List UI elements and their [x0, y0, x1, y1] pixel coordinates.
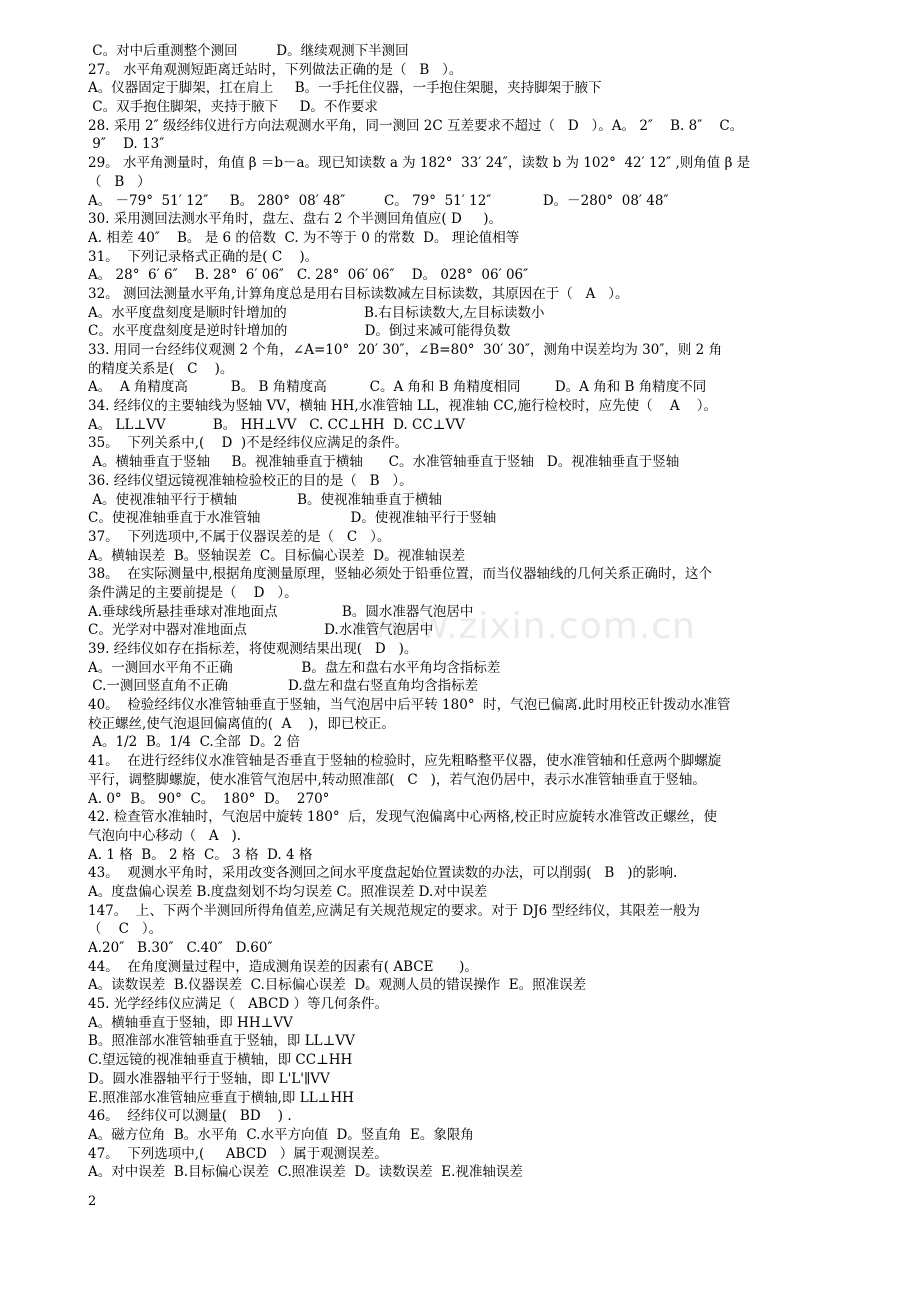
text-line: 29。 水平角测量时，角值 β ＝b－a。现已知读数 a 为 182° 33′ 24″，读数 b 为 102° 42′ 12″ ,则角值 β 是: [88, 155, 751, 172]
text-line: A。1/2 B。1/4 C.全部 D。2 倍: [88, 734, 301, 751]
text-line: 28. 采用 2″ 级经纬仪进行方向法观测水平角，同一测回 2C 互差要求不超过（ D ）。A。 2″ B. 8″ C。: [88, 117, 744, 134]
text-line: A。 28° 6′ 6″ B. 28° 6′ 06″ C. 28° 06′ 06″ D。 028° 06′ 06″: [88, 267, 529, 284]
watermark: www.zixin.com.cn: [358, 606, 696, 647]
text-line: C。双手抱住脚架，夹持于腋下 D。不作要求: [88, 99, 378, 116]
text-line: A。一测回水平角不正确 B。盘左和盘右水平角均含指标差: [88, 659, 501, 676]
question-list: [88, 42, 838, 1182]
text-line: A. 0° B。 90° C。 180° D。 270°: [88, 790, 330, 807]
text-line: C。水平度盘刻度是逆时针增加的 D。倒过来减可能得负数: [88, 323, 511, 340]
text-line: B。照准部水准管轴垂直于竖轴，即 LL⊥VV: [88, 1033, 355, 1050]
text-line: A。 LL⊥VV B。 HH⊥VV C. CC⊥HH D. CC⊥VV: [88, 416, 465, 433]
text-line: 42. 检查管水准轴时，气泡居中旋转 180° 后，发现气泡偏离中心两格,校正时应旋转水准管改正螺丝，使: [88, 809, 717, 826]
text-line: A。横轴误差 B。竖轴误差 C。目标偏心误差 D。视准轴误差: [88, 547, 466, 564]
text-line: 30. 采用测回法测水平角时，盘左、盘右 2 个半测回角值应( D )。: [88, 211, 503, 228]
text-line: A。度盘偏心误差 B.度盘刻划不均匀误差 C。照准误差 D.对中误差: [88, 883, 488, 900]
text-line: （ C ）。: [88, 921, 163, 938]
text-line: 39. 经纬仪如存在指标差，将使观测结果出现( D )。: [88, 641, 418, 657]
text-line: 33. 用同一台经纬仪观测 2 个角，∠A=10° 20′ 30″，∠B=80° 30′ 30″，测角中误差均为 30″，则 2 角: [88, 342, 723, 358]
text-line: A。对中误差 B.目标偏心误差 C.照准误差 D。读数误差 E.视准轴误差: [88, 1164, 523, 1181]
page-number: 2: [88, 1194, 97, 1209]
text-line: 气泡向中心移动（ A ).: [88, 827, 242, 844]
text-line: A。仪器固定于脚架，扛在肩上 B。一手托住仪器，一手抱住架腿，夹持脚架于腋下: [88, 80, 602, 97]
text-line: 46。 经纬仪可以测量( BD ) .: [88, 1108, 292, 1125]
text-line: A. 相差 40″ B。 是 6 的倍数 C. 为不等于 0 的常数 D。 理论值相等: [88, 229, 520, 246]
text-line: （ B ）: [88, 173, 151, 190]
text-line: 的精度关系是( C )。: [88, 360, 234, 377]
text-line: A. 1 格 B。 2 格 C。 3 格 D. 4 格: [88, 846, 313, 863]
text-line: C。对中后重测整个测回 D。继续观测下半测回: [88, 43, 409, 59]
text-line: 43。 观测水平角时，采用改变各测回之间水平度盘起始位置读数的办法，可以削弱( B )的影响.: [88, 865, 678, 882]
text-line: A.垂球线所悬挂垂球对准地面点 B。圆水准器气泡居中: [88, 603, 474, 620]
text-line: 34. 经纬仪的主要轴线为竖轴 VV，横轴 HH,水准管轴 LL，视准轴 CC,施行检校时，应先使（ A ）。: [88, 398, 717, 415]
text-line: A。横轴垂直于竖轴 B。视准轴垂直于横轴 C。水准管轴垂直于竖轴 D。视准轴垂直于竖轴: [88, 454, 680, 471]
text-line: A.20″ B.30″ C.40″ D.60″: [88, 940, 273, 956]
text-line: 校正螺丝,使气泡退回偏离值的( A )，即已校正。: [88, 715, 395, 732]
text-line: 37。 下列选项中,不属于仪器误差的是（ C ）。: [88, 528, 391, 545]
text-line: 38。 在实际测量中,根据角度测量原理，竖轴必须处于铅垂位置，而当仪器轴线的几何关系正确时，这个: [88, 566, 713, 583]
text-line: A。磁方位角 B。水平角 C.水平方向值 D。竖直角 E。象限角: [88, 1126, 474, 1143]
text-line: 147。 上、下两个半测回所得角值差,应满足有关规范规定的要求。对于 DJ6 型经纬仪，其限差一般为: [88, 902, 701, 919]
text-line: 平行，调整脚螺旋，使水准管气泡居中,转动照准部( C )，若气泡仍居中，表示水准管轴垂直于竖轴。: [88, 771, 706, 788]
text-line: 9″ D. 13″: [88, 136, 165, 153]
text-line: 41。 在进行经纬仪水准管轴是否垂直于竖轴的检验时，应先粗略整平仪器，使水准管轴和任意两个脚螺旋: [88, 753, 722, 770]
text-line: 40。 检验经纬仪水准管轴垂直于竖轴，当气泡居中后平转 180° 时，气泡已偏离.此时用校正针拨动水准管: [88, 697, 731, 714]
text-line: A。读数误差 B.仪器误差 C.目标偏心误差 D。观测人员的错误操作 E。照准误差: [88, 977, 587, 994]
text-line: 44。 在角度测量过程中，造成测角误差的因素有( ABCE )。: [88, 958, 478, 975]
text-line: A。 A 角精度高 B。 B 角精度高 C。A 角和 B 角精度相同 D。A 角和 B 角精度不同: [88, 379, 707, 396]
text-line: C.望远镜的视准轴垂直于横轴，即 CC⊥HH: [88, 1052, 353, 1069]
text-line: 35。 下列关系中,( D )不是经纬仪应满足的条件。: [88, 435, 409, 452]
text-line: 31。 下列记录格式正确的是( C )。: [88, 248, 319, 265]
text-line: 47。 下列选项中,( ABCD ）属于观测误差。: [88, 1145, 388, 1162]
text-line: 32。 测回法测量水平角,计算角度总是用右目标读数减左目标读数，其原因在于（ A ）。: [88, 285, 629, 302]
text-line: A。使视准轴平行于横轴 B。使视准轴垂直于横轴: [88, 491, 443, 508]
text-line: E.照准部水准管轴应垂直于横轴,即 LL⊥HH: [88, 1089, 354, 1106]
text-line: 36. 经纬仪望远镜视准轴检验校正的目的是（ B ）。: [88, 472, 413, 489]
text-line: 45. 光学经纬仪应满足（ ABCD ）等几何条件。: [88, 996, 388, 1013]
text-line: 27。 水平角观测短距离迁站时，下列做法正确的是（ B ）。: [88, 61, 463, 78]
text-line: A。 －79° 51′ 12″ B。 280° 08′ 48″ C。 79° 51′ 12″ D。－280° 08′ 48″: [88, 192, 669, 209]
text-line: A。横轴垂直于竖轴，即 HH⊥VV: [88, 1014, 293, 1031]
text-line: C.一测回竖直角不正确 D.盘左和盘右竖直角均含指标差: [88, 678, 479, 695]
text-line: 条件满足的主要前提是（ D ）。: [88, 584, 298, 601]
text-line: A。水平度盘刻度是顺时针增加的 B.右目标读数大,左目标读数小: [88, 304, 545, 321]
text-line: C。光学对中器对准地面点 D.水准管气泡居中: [88, 622, 434, 639]
text-line: D。圆水准器轴平行于竖轴，即 L'L'∥VV: [88, 1070, 330, 1087]
text-line: C。使视准轴垂直于水准管轴 D。使视准轴平行于竖轴: [88, 510, 497, 527]
